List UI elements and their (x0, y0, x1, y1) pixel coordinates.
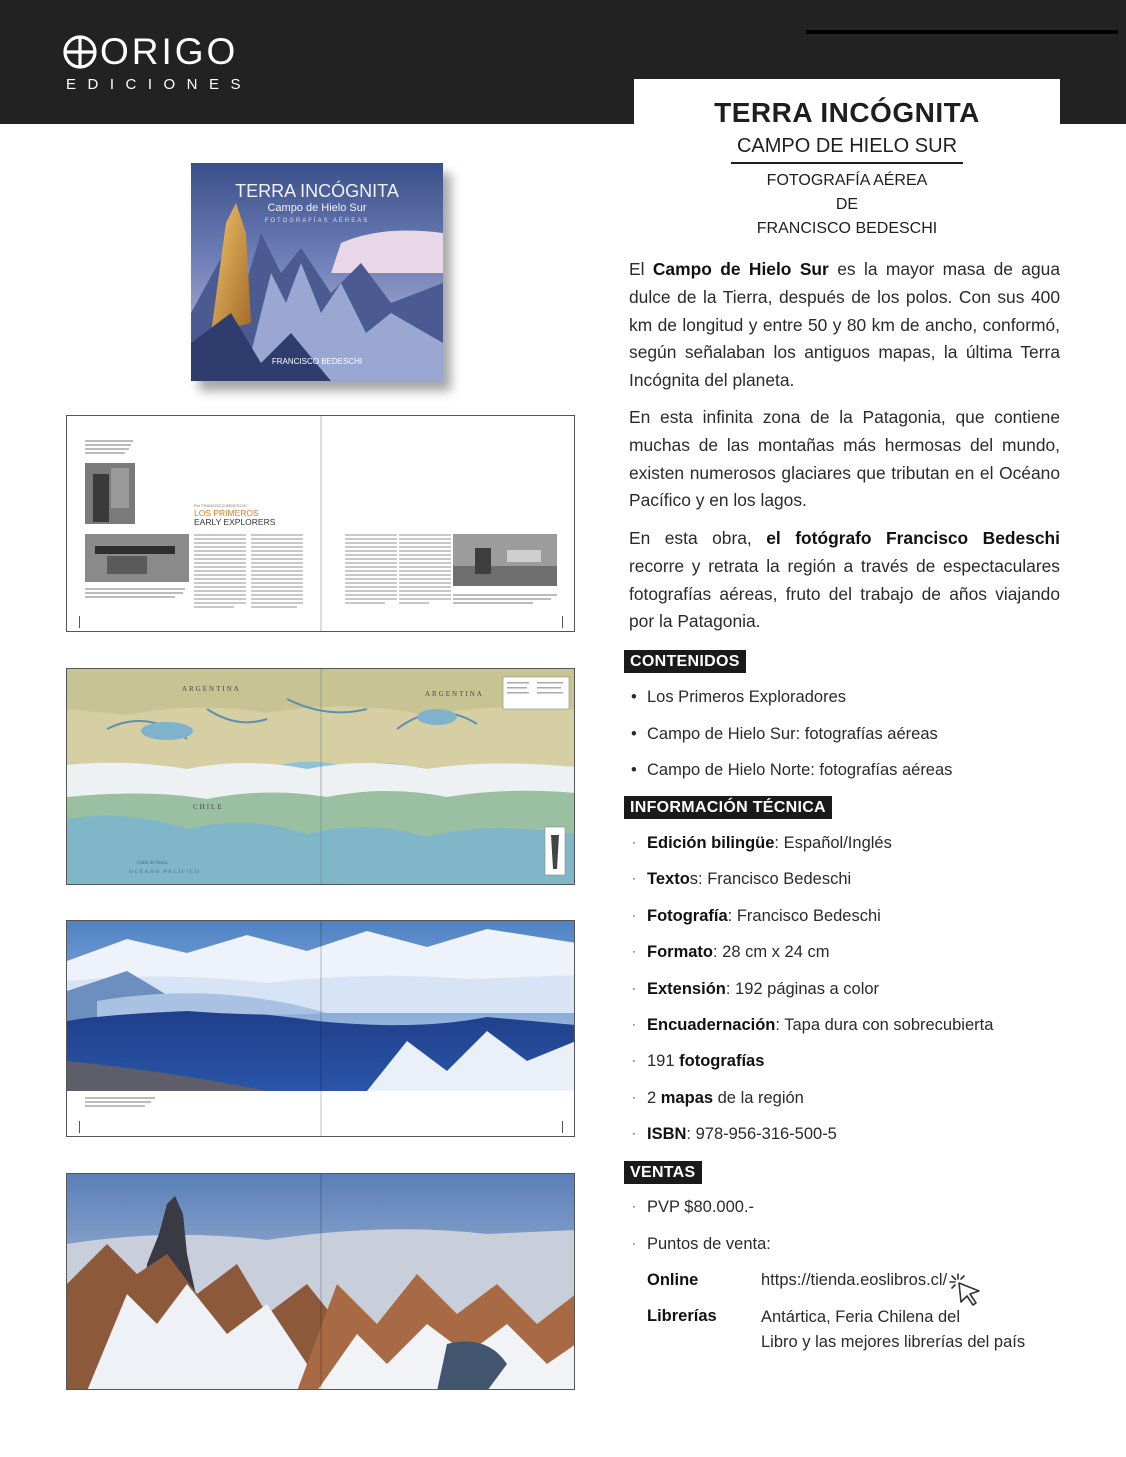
online-label: Online (647, 1271, 699, 1289)
click-cursor-icon (948, 1272, 984, 1308)
tecnica-item-isbn: · ISBN: 978-956-316-500-5 (632, 1125, 837, 1143)
contenidos-item-text: Campo de Hielo Sur: fotografías aéreas (647, 725, 938, 743)
description-p3 (629, 525, 1060, 636)
tecnica-item-fotografias: · 191 fotografías (632, 1052, 765, 1070)
crosshair-circle-icon (62, 34, 98, 70)
header-rule (806, 30, 1118, 34)
book-subtitle: CAMPO DE HIELO SUR (731, 135, 963, 164)
tecnica-item-mapas: · 2 mapas de la región (632, 1089, 804, 1107)
map-label-ocean: OCÉANO PACÍFICO (129, 869, 201, 875)
glacier-photo (67, 921, 575, 1137)
spread-heading-en: EARLY EXPLORERS (194, 517, 276, 527)
ventas-pvp: · PVP $80.000.- (632, 1198, 755, 1216)
tecnica-label: INFORMACIÓN TÉCNICA (624, 796, 832, 819)
librerias-line2: Libro y las mejores librerías del país (761, 1333, 1026, 1351)
spread-explorers-art (67, 416, 575, 632)
tecnica-key: Texto (647, 870, 690, 888)
tecnica-key: mapas (660, 1089, 714, 1107)
tecnica-key: Extensión (647, 980, 726, 998)
map-label-gulf: Golfo de Penas (137, 861, 168, 866)
tecnica-key: Encuadernación (647, 1016, 776, 1034)
tecnica-value: : Tapa dura con sobrecubierta (775, 1016, 994, 1034)
book-tagline: FOTOGRAFÍA AÉREA (766, 172, 928, 189)
tecnica-item-textos: · Textos: Francisco Bedeschi (632, 870, 852, 888)
book-title: TERRA INCÓGNITA (714, 97, 980, 128)
ventas-label: VENTAS (624, 1161, 702, 1184)
spread-kicker: Por FRANCISCO BEDESCHI (194, 503, 247, 508)
tecnica-item-extension: · Extensión: 192 páginas a color (632, 980, 880, 998)
cover-illustration (191, 163, 443, 381)
tecnica-item-encuadernacion: · Encuadernación: Tapa dura con sobrecubierta (632, 1016, 994, 1034)
tecnica-key: Fotografía (647, 907, 728, 925)
book-author: FRANCISCO BEDESCHI (756, 220, 938, 237)
description-p2: En esta infinita zona de la Patagonia, que contiene muchas de las montañas más hermosas del mundo, existen numerosos glaciares que tributan en el Océano Pacífico y en los lagos. (629, 407, 1060, 511)
book-cover-image (191, 163, 443, 381)
tecnica-pre: 2 (647, 1089, 661, 1107)
tecnica-value: : 28 cm x 24 cm (713, 943, 830, 961)
title-box (634, 79, 1060, 239)
p3-post: recorre y retrata la región a través de espectaculares fotografías aéreas, fruto del trabajo de años viajando por la Patagonia. (629, 555, 1060, 632)
map-illustration (67, 669, 575, 885)
spread-explorers (66, 415, 575, 632)
tecnica-item-fotografia: · Fotografía: Francisco Bedeschi (632, 907, 881, 925)
contenidos-item: • Campo de Hielo Sur: fotografías aéreas (631, 725, 938, 743)
librerias-value (761, 1305, 1025, 1355)
book-tagline-de: DE (835, 196, 859, 213)
librerias-line1: Antártica, Feria Chilena del (761, 1308, 961, 1326)
tecnica-key: ISBN (647, 1125, 687, 1143)
brand-subtitle: EDICIONES (66, 76, 253, 93)
tecnica-value: : Español/Inglés (774, 834, 892, 852)
tecnica-pre: 191 (647, 1052, 680, 1070)
tecnica-value: : 192 páginas a color (725, 980, 880, 998)
cover-subtitle: Campo de Hielo Sur (267, 202, 367, 214)
cover-author: FRANCISCO BEDESCHI (271, 357, 363, 366)
contenidos-item: • Los Primeros Exploradores (631, 688, 846, 706)
tecnica-value: : Francisco Bedeschi (727, 907, 881, 925)
tecnica-item-edicion: · Edición bilingüe: Español/Inglés (632, 834, 892, 852)
librerias-label: Librerías (647, 1307, 717, 1325)
tecnica-item-formato: · Formato: 28 cm x 24 cm (632, 943, 830, 961)
tecnica-value: : 978-956-316-500-5 (686, 1125, 837, 1143)
p1-pre: El (629, 259, 653, 279)
tecnica-key: Formato (647, 943, 713, 961)
map-label-argentina-left: ARGENTINA (182, 685, 241, 693)
tecnica-value: de la región (713, 1089, 804, 1107)
spread-heading-es: LOS PRIMEROS (194, 508, 259, 518)
spread-mountains (66, 1173, 575, 1390)
tecnica-key: fotografías (679, 1052, 765, 1070)
spread-map (66, 668, 575, 885)
description-p1 (629, 256, 1060, 395)
ventas-pvp-text: PVP $80.000.- (647, 1198, 755, 1216)
contenidos-label: CONTENIDOS (624, 650, 746, 673)
tecnica-value: s: Francisco Bedeschi (689, 870, 852, 888)
ventas-puntos: · Puntos de venta: (632, 1235, 771, 1253)
contenidos-item-text: Los Primeros Exploradores (647, 688, 846, 706)
contenidos-item-text: Campo de Hielo Norte: fotografías aéreas (647, 761, 953, 779)
p1-bold: Campo de Hielo Sur (652, 259, 829, 279)
map-label-argentina-right: ARGENTINA (425, 690, 484, 698)
p3-bold: el fotógrafo Francisco Bedeschi (766, 528, 1060, 548)
p3-pre: En esta obra, (629, 528, 767, 548)
map-label-chile: CHILE (193, 803, 224, 811)
contenidos-item: • Campo de Hielo Norte: fotografías aéreas (631, 761, 953, 779)
cover-tagline: FOTOGRAFÍAS AÉREAS (264, 218, 370, 224)
cover-title: TERRA INCÓGNITA (235, 181, 399, 201)
ventas-puntos-text: Puntos de venta: (647, 1235, 771, 1253)
online-store-link[interactable]: https://tienda.eoslibros.cl/ (761, 1271, 948, 1289)
spread-glacier (66, 920, 575, 1137)
origo-logo[interactable] (62, 31, 272, 93)
p1-post: es la mayor masa de agua dulce de la Tierra, después de los polos. Con sus 400 km de longitud y entre 50 y 80 km de ancho, conformó, según señalaban los antiguos mapas, la última Terra Incógnita del planeta. (629, 259, 1060, 391)
tecnica-key: Edición bilingüe (647, 834, 775, 852)
brand-name: ORIGO (100, 31, 239, 72)
mountains-photo (67, 1174, 575, 1390)
